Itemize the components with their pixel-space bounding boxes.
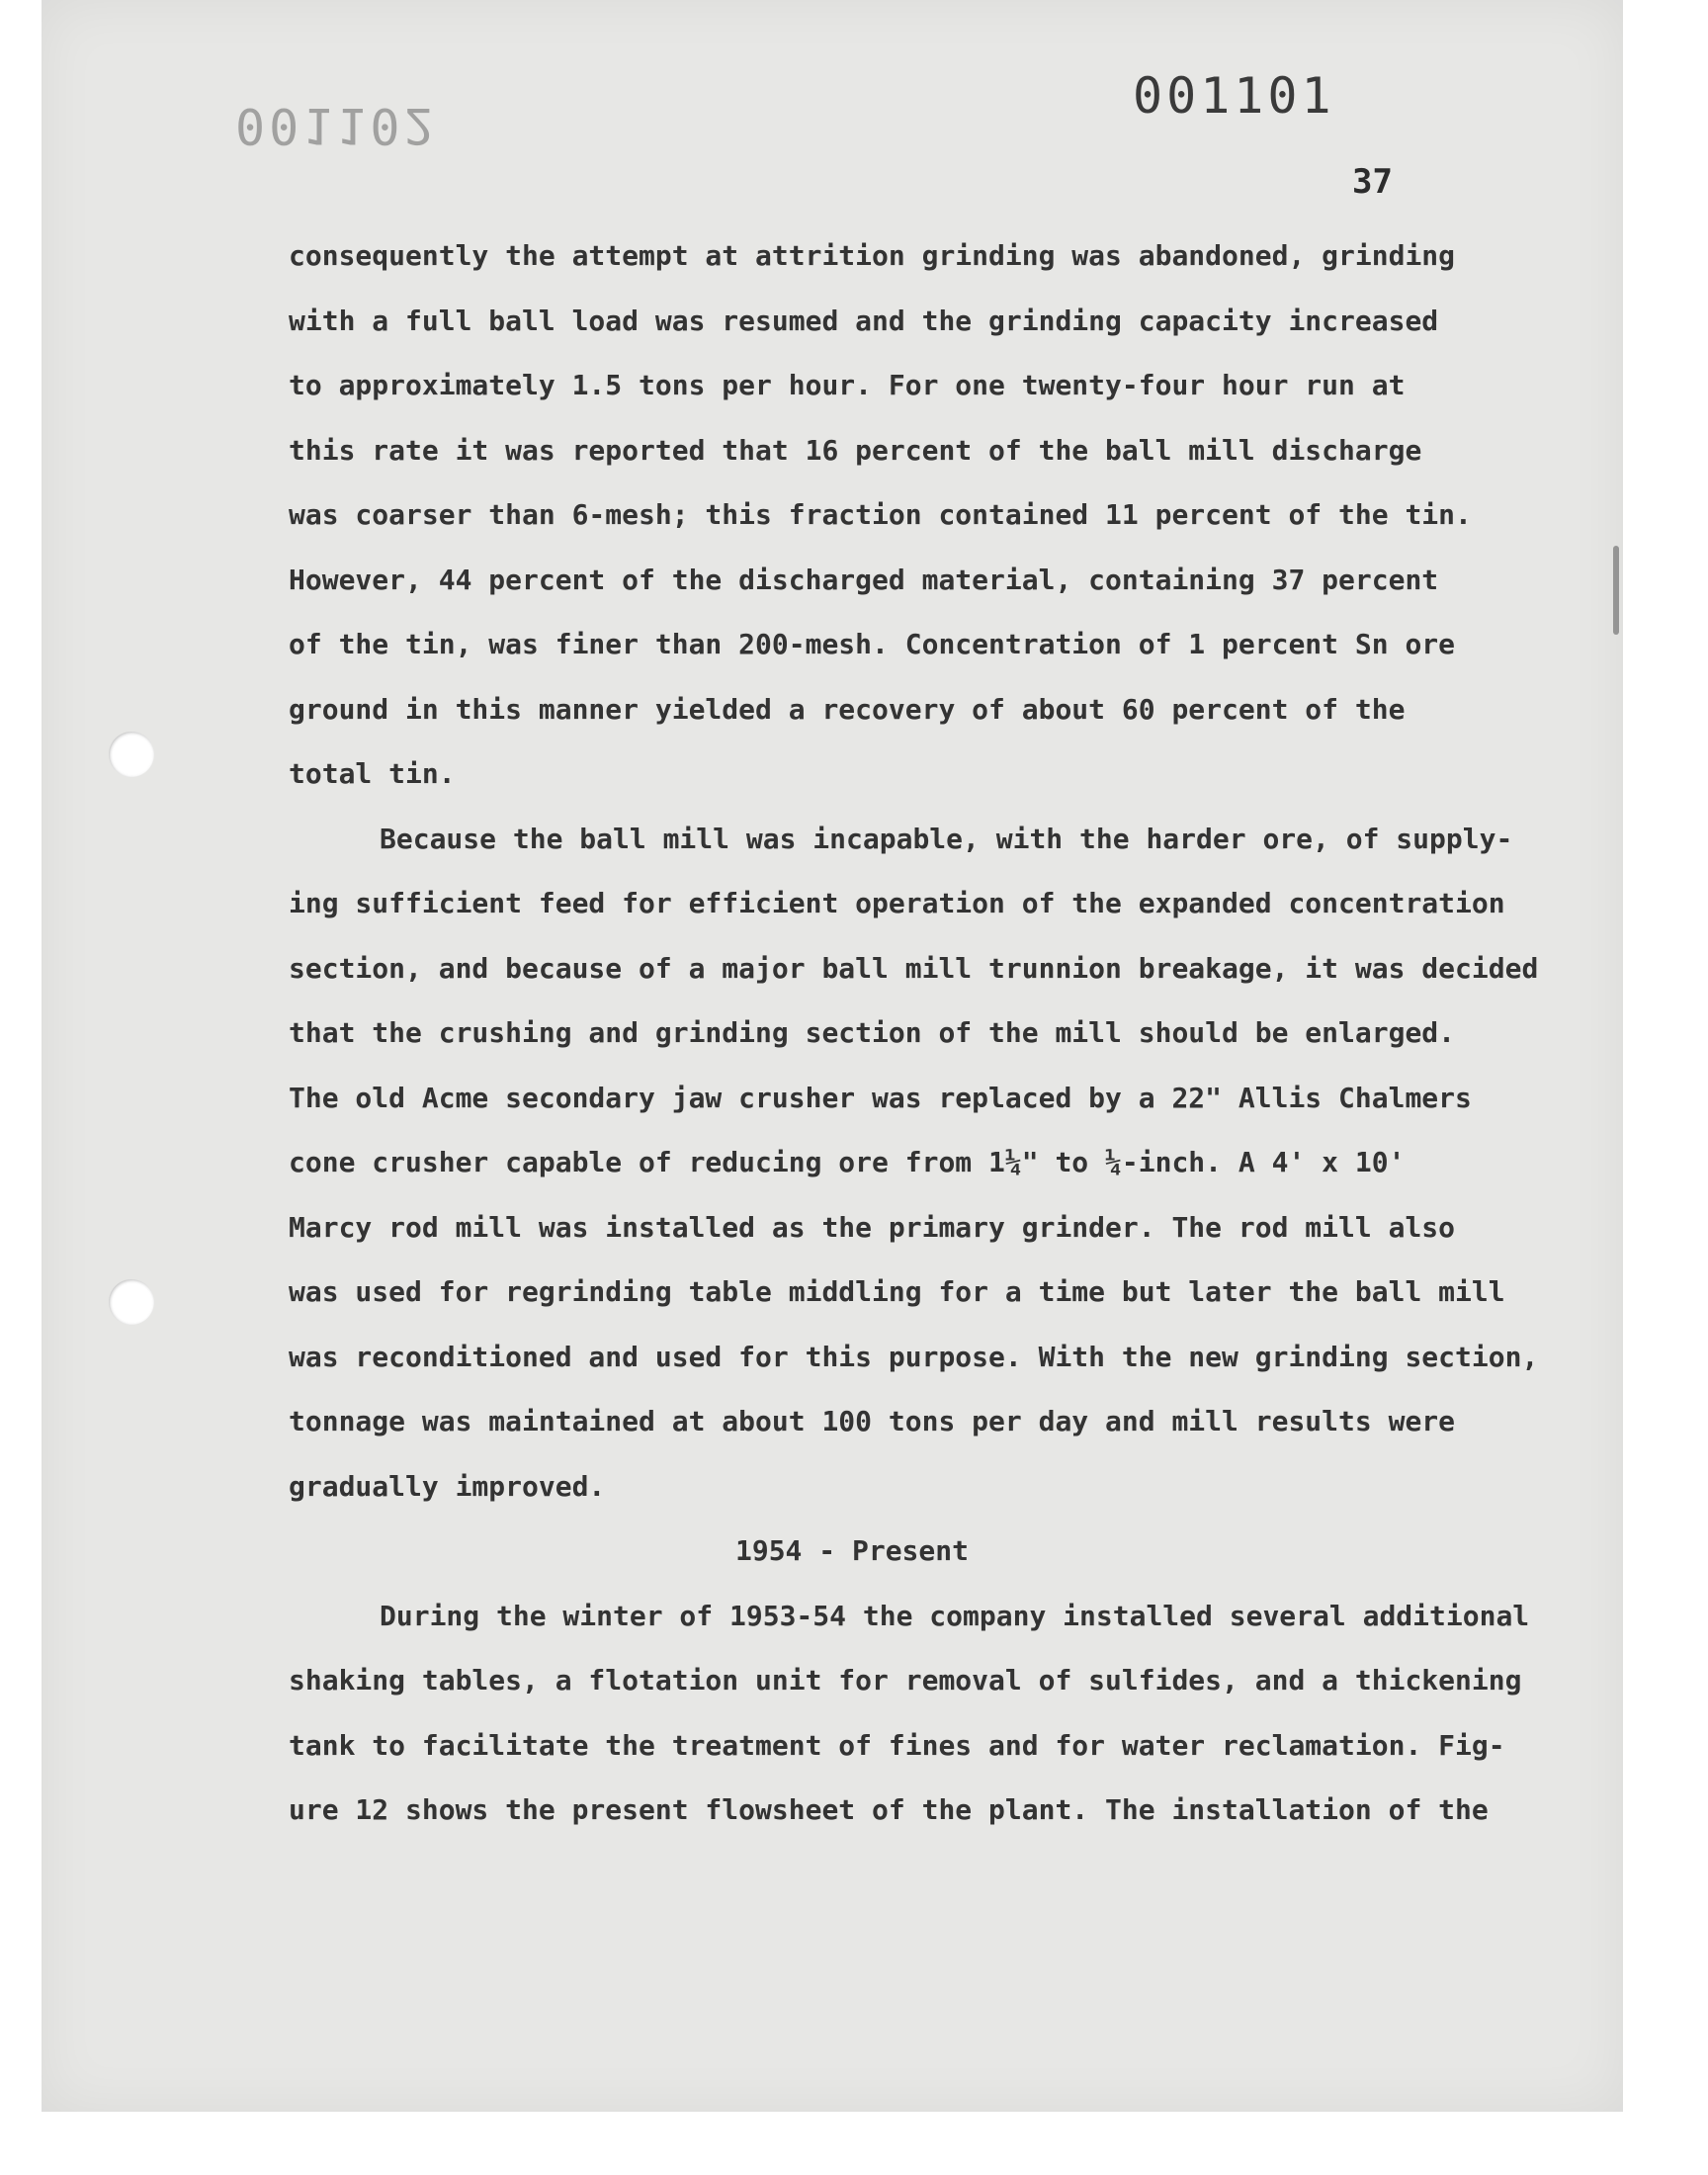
punch-hole-top [109,732,154,777]
text-line: During the winter of 1953-54 the company installed several additional [380,1599,1530,1632]
text-line: tonnage was maintained at about 100 tons per day and mill results were [289,1405,1456,1437]
body-text [289,223,1564,1843]
text-line: Because the ball mill was incapable, with the harder ore, of supply- [380,822,1513,855]
text-line: gradually improved. [289,1469,606,1503]
text-line: was reconditioned and used for this purpose. With the new grinding section, [289,1340,1539,1373]
text-line: shaking tables, a flotation unit for removal of sulfides, and a thickening [289,1664,1522,1696]
punch-hole-bottom [109,1279,154,1325]
scan-bottom-margin [0,2112,1708,2175]
text-line: to approximately 1.5 tons per hour. For one twenty-four hour run at [289,369,1406,401]
text-line: this rate it was reported that 16 percent of the ball mill discharge [289,433,1422,467]
text-line: with a full ball load was resumed and the grinding capacity increased [289,304,1439,337]
text-line: section, and because of a major ball mill trunnion breakage, it was decided [289,951,1539,985]
page-number: 37 [1352,162,1393,202]
binding-mark [1613,546,1619,635]
section-heading: 1954 - Present [734,1534,969,1567]
text-line: ure 12 shows the present flowsheet of the plant. The installation of the [289,1793,1489,1826]
stamp-number: 001101 [1133,67,1335,125]
text-line: However, 44 percent of the discharged material, containing 37 percent [289,563,1439,596]
text-line: ing sufficient feed for efficient operation of the expanded concentration [289,887,1505,919]
text-line: The old Acme secondary jaw crusher was replaced by a 22" Allis Chalmers [289,1081,1472,1114]
text-line: Marcy rod mill was installed as the primary grinder. The rod mill also [289,1210,1456,1244]
text-line: consequently the attempt at attrition grinding was abandoned, grinding [289,239,1456,272]
text-line: was coarser than 6-mesh; this fraction contained 11 percent of the tin. [289,498,1472,531]
text-line: was used for regrinding table middling for a time but later the ball mill [289,1275,1505,1308]
mirrored-stamp-number: 001102 [235,97,438,154]
text-line: that the crushing and grinding section of the mill should be enlarged. [289,1016,1456,1049]
text-line: ground in this manner yielded a recovery of about 60 percent of the [289,692,1406,726]
text-line: cone crusher capable of reducing ore from 1¼" to ¼-inch. A 4' x 10' [289,1146,1406,1178]
text-line: tank to facilitate the treatment of fines and for water reclamation. Fig- [289,1728,1505,1762]
text-line: total tin. [289,757,456,790]
text-line: of the tin, was finer than 200-mesh. Concentration of 1 percent Sn ore [289,628,1456,660]
